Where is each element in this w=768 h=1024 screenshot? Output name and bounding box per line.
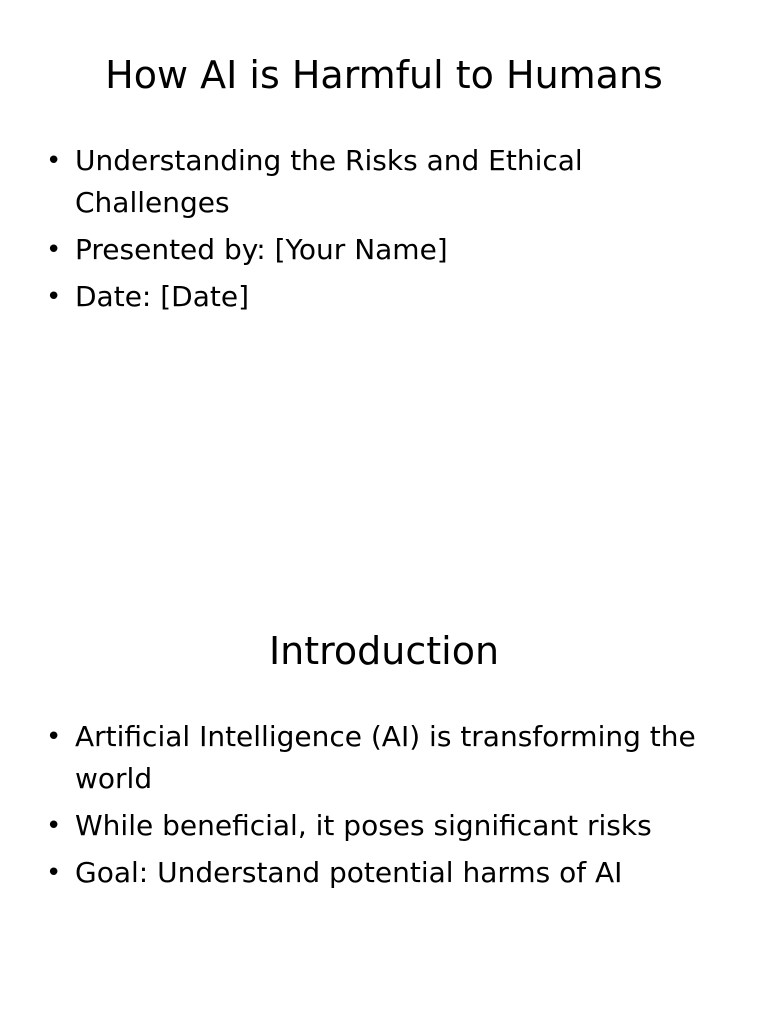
bullet-item (46, 805, 726, 847)
bullet-item (46, 229, 726, 271)
slide-title: Introduction (268, 629, 500, 673)
bullet-text: While beneficial, it poses significant risks (75, 809, 652, 842)
bullet-dot-icon: • (46, 858, 62, 888)
bullet-text: Artificial Intelligence (AI) is transforming the world (75, 720, 696, 795)
bullet-dot-icon: • (46, 146, 62, 176)
slide-2 (0, 576, 768, 1024)
slide-title: How AI is Harmful to Humans (105, 53, 663, 97)
bullet-dot-icon: • (46, 722, 62, 752)
bullet-dot-icon: • (46, 235, 62, 265)
bullet-item (46, 852, 726, 894)
bullet-text: Goal: Understand potential harms of AI (75, 856, 623, 889)
bullet-list (46, 716, 726, 899)
bullet-text: Understanding the Risks and Ethical Challenges (75, 144, 583, 219)
bullet-dot-icon: • (46, 811, 62, 841)
bullet-text: Date: [Date] (75, 280, 250, 313)
bullet-list (46, 140, 726, 323)
bullet-dot-icon: • (46, 282, 62, 312)
bullet-item (46, 716, 726, 800)
bullet-text: Presented by: [Your Name] (75, 233, 448, 266)
bullet-item (46, 276, 726, 318)
bullet-item (46, 140, 726, 224)
